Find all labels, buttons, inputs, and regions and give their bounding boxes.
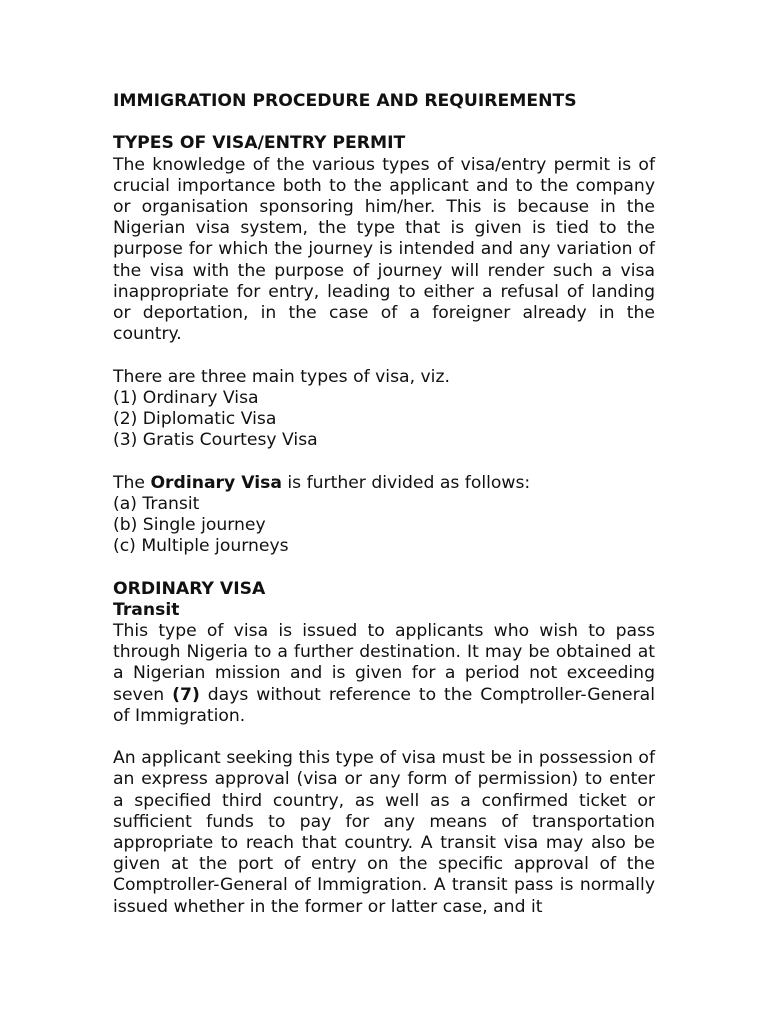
section-heading-ordinary-visa: ORDINARY VISA — [113, 578, 266, 599]
division-intro-suffix: is further divided as follows: — [281, 472, 531, 493]
transit-paragraph-2: An applicant seeking this type of visa must be in possession of an express approval (visa or any form of permission) to enter a specified third country, as well as a confirmed ticket or sufficient funds to pay for any means of transportation appropriate to reach that country. A transit visa may also be given at the port of entry on the specific approval of the Comptroller-General of Immigration. A transit pass is normally issued whether in the former or latter case, and it — [113, 748, 655, 917]
document-title: IMMIGRATION PROCEDURE AND REQUIREMENTS — [113, 91, 577, 111]
visa-type-item: (2) Diplomatic Visa — [113, 409, 277, 430]
transit-p1-after: days without reference to the Comptroller-General of Immigration. — [113, 684, 655, 726]
spacer — [113, 557, 655, 578]
ordinary-visa-division-item: (b) Single journey — [113, 515, 266, 536]
types-of-visa-paragraph: The knowledge of the various types of visa/entry permit is of crucial importance both to the applicant and to the company or organisation sponsoring him/her. This is because in the Nigerian visa system, the type that is given is tied to the purpose for which the journey is intended and any variation of the visa with the purpose of journey will render such a visa inappropriate for entry, leading to either a refusal of landing or deportation, in the case of a foreigner already in the country. — [113, 154, 655, 345]
visa-type-item: (3) Gratis Courtesy Visa — [113, 430, 318, 451]
spacer — [113, 451, 655, 472]
transit-p1-before: This type of visa is issued to applicants who wish to pass through Nigeria to a further destination. It may be obtained at a Nigerian mission and is given for a period not exceeding seven — [113, 621, 655, 705]
visa-types-intro: There are three main types of visa, viz. — [113, 366, 450, 387]
transit-p1-bold-days: (7) — [172, 684, 200, 705]
subheading-transit: Transit — [113, 599, 180, 620]
transit-paragraph-1 — [113, 621, 655, 727]
ordinary-visa-division-item: (c) Multiple journeys — [113, 536, 289, 557]
ordinary-visa-division-item: (a) Transit — [113, 493, 200, 514]
division-intro-prefix: The — [113, 472, 151, 493]
visa-type-item: (1) Ordinary Visa — [113, 387, 259, 408]
document-page — [113, 91, 655, 918]
division-intro-bold: Ordinary Visa — [150, 472, 282, 493]
spacer — [113, 727, 655, 748]
spacer — [113, 345, 655, 366]
section-heading-types-of-visa: TYPES OF VISA/ENTRY PERMIT — [113, 133, 406, 154]
ordinary-visa-division-intro — [113, 473, 655, 494]
